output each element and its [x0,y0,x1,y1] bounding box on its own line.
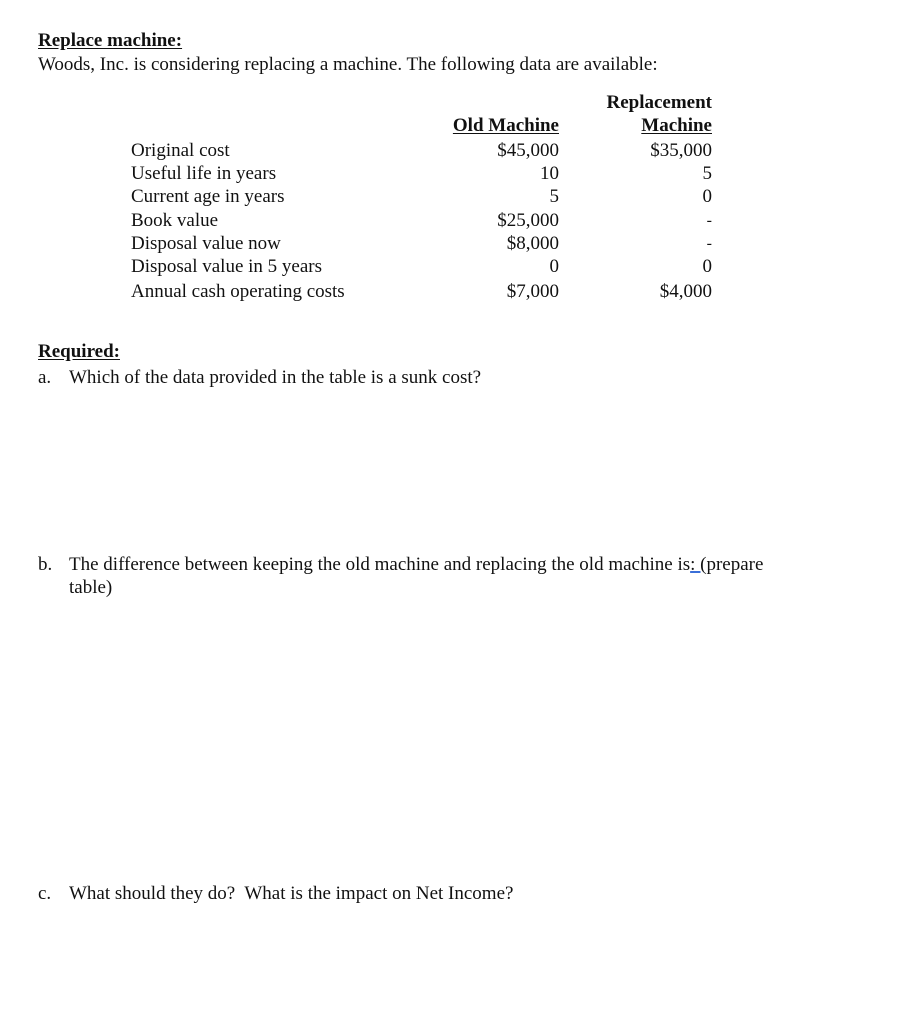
old-original-cost: $45,000 [497,140,559,161]
old-disposal-5-years: 0 [549,256,559,277]
rep-current-age: 0 [702,186,712,207]
row-label-disposal-5-years: Disposal value in 5 years [131,256,323,277]
old-disposal-now: $8,000 [506,233,559,254]
row-label-disposal-now: Disposal value now [131,233,281,254]
rep-book-value: - [706,212,712,229]
replacement-header-line2: Machine [641,115,712,136]
rep-useful-life: 5 [702,163,712,184]
old-book-value: $25,000 [497,210,559,231]
question-b-link[interactable]: : ( [690,554,707,575]
question-b-line2: table) [69,577,113,598]
old-useful-life: 10 [540,163,559,184]
row-label-operating-costs: Annual cash operating costs [131,281,345,302]
old-operating-costs: $7,000 [506,281,559,302]
row-label-current-age: Current age in years [131,186,285,207]
page-title: Replace machine: [38,30,183,51]
old-machine-header: Old Machine [452,115,559,136]
rep-original-cost: $35,000 [650,140,712,161]
rep-operating-costs: $4,000 [659,281,712,302]
question-a-letter: a. [38,367,52,388]
required-heading: Required: [38,341,120,362]
intro-text: Woods, Inc. is considering replacing a machine. The following data are available: [38,54,658,75]
rep-disposal-5-years: 0 [702,256,712,277]
row-label-book-value: Book value [131,210,219,231]
old-current-age: 5 [549,186,559,207]
row-label-useful-life: Useful life in years [131,163,277,184]
replacement-header-line1: Replacement [606,92,712,113]
question-a-text: Which of the data provided in the table is a sunk cost? [69,367,482,388]
question-c-text: What should they do? What is the impact on Net Income? [69,883,514,904]
question-b-text: The difference between keeping the old machine and replacing the old machine is [69,554,691,575]
question-b-text-cont: prepare [706,554,764,575]
row-label-original-cost: Original cost [131,140,230,161]
question-b-line1 [69,554,763,576]
question-c-letter: c. [38,883,52,904]
question-b-letter: b. [38,554,53,575]
rep-disposal-now: - [706,235,712,252]
